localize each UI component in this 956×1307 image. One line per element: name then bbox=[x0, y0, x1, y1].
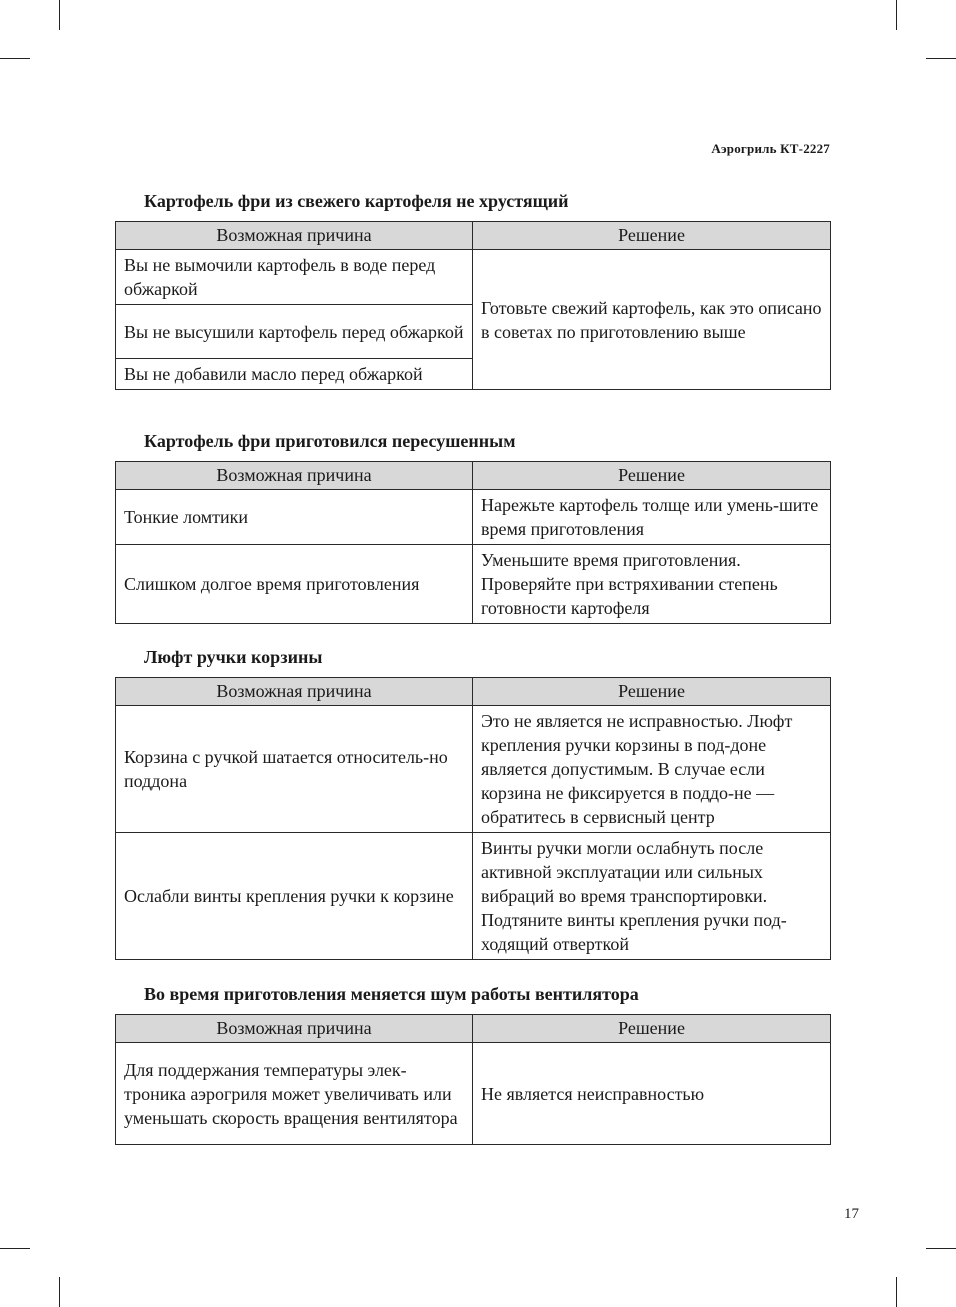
crop-mark bbox=[896, 1277, 897, 1307]
troubleshooting-section bbox=[115, 646, 830, 960]
crop-mark bbox=[926, 1248, 956, 1249]
section-title: Люфт ручки корзины bbox=[144, 647, 323, 667]
troubleshooting-table bbox=[115, 461, 831, 624]
solution-cell: Это не является не исправностью. Люфт крепления ручки корзины в под-доне является допустимым. В случае если корзина не фиксируется в поддо-не — обратитесь в сервисный центр bbox=[473, 706, 831, 833]
solution-cell: Винты ручки могли ослабнуть после активной эксплуатации или сильных вибраций во время транспортировки. Подтяните винты крепления ручки под-ходящий отверткой bbox=[473, 833, 831, 960]
crop-mark bbox=[0, 58, 30, 59]
cause-cell: Слишком долгое время приготовления bbox=[116, 545, 473, 624]
crop-mark bbox=[59, 0, 60, 30]
column-header-solution: Решение bbox=[473, 1015, 831, 1043]
crop-mark bbox=[59, 1277, 60, 1307]
solution-cell: Не является неисправностью bbox=[473, 1043, 831, 1145]
page-number: 17 bbox=[844, 1206, 859, 1222]
troubleshooting-section bbox=[115, 190, 830, 390]
cause-cell: Вы не добавили масло перед обжаркой bbox=[116, 359, 473, 390]
cause-cell: Тонкие ломтики bbox=[116, 490, 473, 545]
cause-cell: Для поддержания температуры элек-троника аэрогриля может увеличивать или уменьшать скорость вращения вентилятора bbox=[116, 1043, 473, 1145]
troubleshooting-section bbox=[115, 430, 830, 624]
crop-mark bbox=[926, 58, 956, 59]
table-row bbox=[116, 833, 831, 960]
column-header-cause: Возможная причина bbox=[116, 462, 473, 490]
cause-cell: Корзина с ручкой шатается относитель-но поддона bbox=[116, 706, 473, 833]
troubleshooting-section bbox=[115, 983, 830, 1145]
solution-cell: Уменьшите время приготовления. Проверяйте при встряхивании степень готовности картофеля bbox=[473, 545, 831, 624]
crop-mark bbox=[896, 0, 897, 30]
column-header-solution: Решение bbox=[473, 222, 831, 250]
solution-cell: Готовьте свежий картофель, как это описано в советах по приготовлению выше bbox=[473, 250, 831, 390]
troubleshooting-table bbox=[115, 677, 831, 960]
crop-mark bbox=[0, 1248, 30, 1249]
column-header-cause: Возможная причина bbox=[116, 1015, 473, 1043]
table-row bbox=[116, 545, 831, 624]
column-header-solution: Решение bbox=[473, 462, 831, 490]
cause-cell: Ослабли винты крепления ручки к корзине bbox=[116, 833, 473, 960]
section-title: Картофель фри приготовился пересушенным bbox=[144, 431, 516, 451]
cause-cell: Вы не вымочили картофель в воде перед обжаркой bbox=[116, 250, 473, 305]
solution-cell: Нарежьте картофель толще или умень-шите время приготовления bbox=[473, 490, 831, 545]
section-title: Картофель фри из свежего картофеля не хрустящий bbox=[144, 191, 569, 211]
table-row bbox=[116, 706, 831, 833]
troubleshooting-table bbox=[115, 1014, 831, 1145]
table-row bbox=[116, 490, 831, 545]
troubleshooting-table bbox=[115, 221, 831, 390]
column-header-cause: Возможная причина bbox=[116, 222, 473, 250]
cause-cell: Вы не высушили картофель перед обжаркой bbox=[116, 305, 473, 359]
column-header-solution: Решение bbox=[473, 678, 831, 706]
running-header: Аэрогриль КТ-2227 bbox=[711, 141, 830, 156]
table-row bbox=[116, 250, 831, 305]
table-row bbox=[116, 1043, 831, 1145]
column-header-cause: Возможная причина bbox=[116, 678, 473, 706]
section-title: Во время приготовления меняется шум работы вентилятора bbox=[144, 984, 639, 1004]
